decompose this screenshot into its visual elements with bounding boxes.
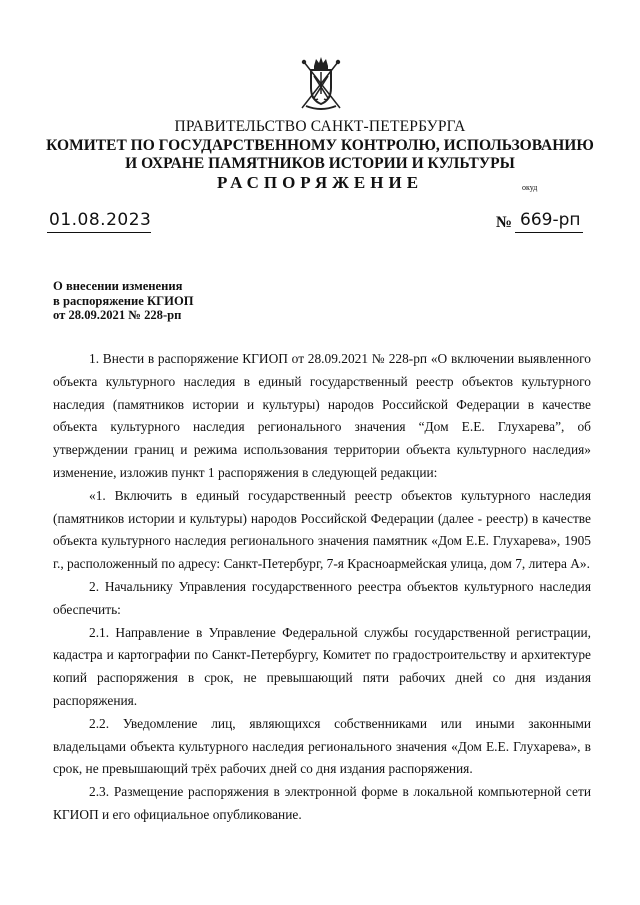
paragraph-1-quote: «1. Включить в единый государственный реестр объектов культурного наследия (памятников истории и культуры) народов Российской Федерации (далее - реестр) в качестве объекта культурного наследия регионального значения памятник «Дом Е.Е. Глухарева», 1905 г., расположенный по адресу: Санкт-Петербург, 7-я Красноармейская улица, дом 7, литера А». — [53, 487, 591, 572]
committee-title-line1: КОМИТЕТ ПО ГОСУДАРСТВЕННОМУ КОНТРОЛЮ, ИСПОЛЬЗОВАНИЮ — [46, 137, 594, 154]
document-date: 01.08.2023 — [49, 210, 152, 230]
document-type: РАСПОРЯЖЕНИЕ — [216, 173, 424, 192]
paragraph-2-1: 2.1. Направление в Управление Федеральной службы государственной регистрации, кадастра и картографии по Санкт-Петербургу, Комитет по градостроительству и архитектуре копий распоряжения в срок, не превышающий пяти рабочих дней со дня издания распоряжения. — [53, 624, 591, 708]
document-body — [53, 348, 591, 827]
paragraph-2-2: 2.2. Уведомление лиц, являющихся собственниками или иными законными владельцами объекта культурного наследия регионального значения «Дом Е.Е. Глухарева», в срок, не превышающий трёх рабочих дней со дня издания распоряжения. — [53, 715, 591, 777]
government-title: ПРАВИТЕЛЬСТВО САНКТ-ПЕТЕРБУРГА — [174, 118, 466, 135]
coat-of-arms-icon — [298, 56, 344, 112]
okud-label: окуд — [522, 183, 538, 192]
paragraph-1: 1. Внести в распоряжение КГИОП от 28.09.2021 № 228-рп «О включении выявленного объекта культурного наследия в единый государственный реестр объектов культурного наследия (памятников истории и культуры) народов Российской Федерации в качестве объекта культурного наследия регионального значения “Дом Е.Е. Глухарева”, об утверждении границ и режима использования территории объекта культурного наследия» изменение, изложив пункт 1 распоряжения в следующей редакции: — [53, 351, 591, 480]
subject-line: от 28.09.2021 № 228-рп — [53, 308, 182, 322]
paragraph-2-3: 2.3. Размещение распоряжения в электронной форме в локальной компьютерной сети КГИОП и его официальное опубликование. — [53, 784, 591, 822]
document-number: 669-рп — [520, 210, 581, 230]
committee-title-line2: И ОХРАНЕ ПАМЯТНИКОВ ИСТОРИИ И КУЛЬТУРЫ — [125, 155, 515, 172]
number-underline — [515, 232, 583, 233]
paragraph-2: 2. Начальнику Управления государственного реестра объектов культурного наследия обеспечить: — [53, 578, 591, 617]
subject-line: в распоряжение КГИОП — [53, 293, 194, 308]
document-subject — [53, 279, 194, 323]
subject-line: О внесении изменения — [53, 279, 183, 293]
number-label: № — [496, 214, 513, 231]
date-underline — [47, 232, 151, 233]
